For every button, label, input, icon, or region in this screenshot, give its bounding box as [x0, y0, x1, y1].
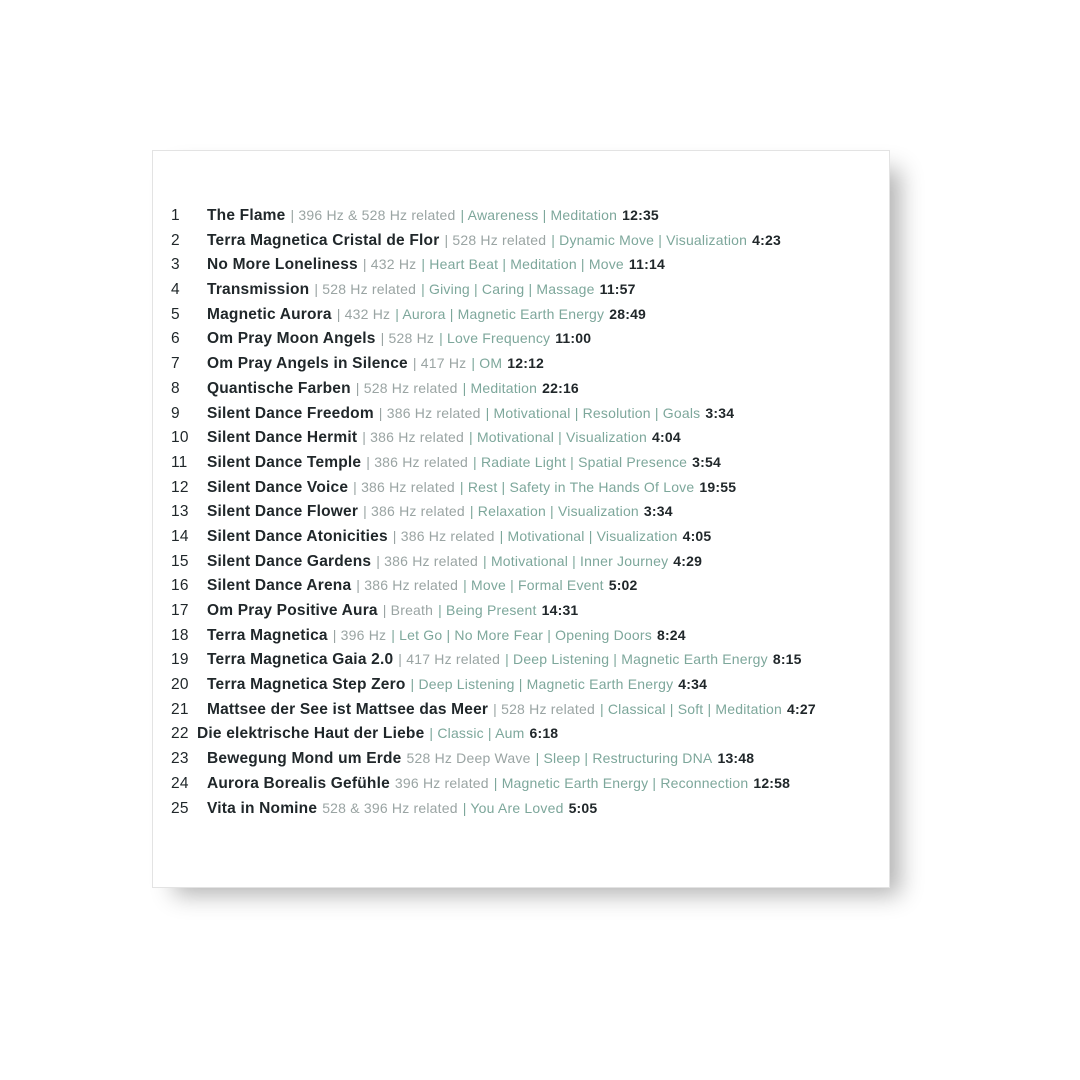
track-frequency: | 386 Hz related [378, 404, 481, 421]
track-row [171, 203, 889, 228]
track-row [171, 672, 889, 697]
track-row [171, 425, 889, 450]
track-row [171, 549, 889, 574]
track-frequency: | 417 Hz [412, 355, 467, 372]
track-frequency: | 386 Hz related [356, 577, 459, 594]
track-title: Silent Dance Hermit [207, 429, 358, 447]
track-tags: | Rest | Safety in The Hands Of Love [459, 478, 695, 495]
track-duration: 8:15 [772, 651, 802, 668]
track-title: Om Pray Positive Aura [207, 602, 378, 619]
track-duration: 3:34 [705, 404, 735, 421]
track-tags: | Sleep | Restructuring DNA [535, 750, 713, 767]
track-duration: 12:12 [507, 355, 545, 372]
track-number: 2 [171, 231, 180, 249]
track-row [171, 351, 889, 376]
track-frequency: | 528 Hz related [355, 379, 458, 396]
track-number: 24 [171, 774, 189, 792]
track-title: Magnetic Aurora [207, 305, 332, 323]
track-frequency: | 396 Hz [332, 626, 387, 643]
track-frequency: | 528 Hz related [314, 281, 417, 298]
track-tags: | You Are Loved [462, 799, 564, 816]
track-tags: | Deep Listening | Magnetic Earth Energy [410, 676, 674, 693]
track-number: 1 [171, 207, 180, 224]
track-frequency: | 528 Hz related [444, 231, 547, 248]
track-number: 5 [171, 305, 180, 323]
track-tags: | Love Frequency [439, 330, 551, 347]
track-row [171, 228, 889, 253]
track-row [171, 573, 889, 598]
track-number: 10 [171, 429, 189, 447]
track-row [171, 623, 889, 648]
track-duration: 4:05 [682, 527, 712, 544]
track-number: 23 [171, 750, 189, 768]
track-row [171, 475, 889, 500]
track-number: 11 [171, 453, 188, 471]
track-title: Terra Magnetica Step Zero [207, 676, 406, 694]
track-frequency: | 386 Hz related [363, 503, 465, 520]
track-title: Silent Dance Atonicities [207, 527, 388, 545]
track-tags: | Dynamic Move | Visualization [551, 231, 748, 248]
track-frequency: | 528 Hz [380, 330, 435, 347]
track-title: Silent Dance Temple [207, 453, 362, 471]
track-row [171, 401, 889, 426]
track-number: 3 [171, 256, 180, 274]
track-frequency: 528 Hz Deep Wave [406, 750, 531, 767]
track-tags: | Motivational | Visualization [499, 527, 678, 544]
track-tags: | Meditation [462, 379, 538, 396]
track-number: 8 [171, 379, 180, 397]
track-title: Silent Dance Freedom [207, 404, 374, 422]
track-frequency: | 386 Hz related [366, 453, 469, 470]
track-duration: 3:54 [692, 453, 721, 470]
track-duration: 4:29 [673, 552, 703, 569]
track-tags: | Classical | Soft | Meditation [599, 700, 783, 717]
track-frequency: | 432 Hz [362, 256, 417, 273]
track-duration: 4:04 [652, 429, 681, 446]
track-row [171, 697, 889, 722]
track-duration: 22:16 [542, 379, 579, 396]
track-duration: 12:58 [753, 774, 791, 791]
track-tags: | Heart Beat | Meditation | Move [421, 256, 624, 273]
track-tags: | Being Present [438, 602, 537, 618]
track-number: 6 [171, 330, 180, 348]
track-duration: 3:34 [643, 503, 673, 520]
track-tags: | Magnetic Earth Energy | Reconnection [493, 774, 749, 791]
track-row [171, 302, 889, 327]
track-row [171, 771, 889, 796]
track-number: 17 [171, 602, 189, 619]
track-tags: | OM [471, 355, 503, 372]
track-title: The Flame [207, 207, 286, 224]
track-tags: | Giving | Caring | Massage [421, 281, 595, 298]
track-duration: 28:49 [609, 305, 647, 322]
track-title: Om Pray Angels in Silence [207, 355, 408, 373]
track-frequency: | 396 Hz & 528 Hz related [290, 207, 456, 223]
track-frequency: | 386 Hz related [392, 527, 495, 544]
track-tags: | Aurora | Magnetic Earth Energy [395, 305, 605, 322]
track-duration: 14:31 [541, 602, 579, 618]
track-row [171, 598, 889, 623]
track-tags: | Classic | Aum [429, 725, 525, 742]
track-title: Bewegung Mond um Erde [207, 750, 402, 768]
track-row [171, 499, 889, 524]
cd-back-cover [152, 150, 890, 888]
track-title: Silent Dance Arena [207, 577, 352, 595]
track-row [171, 376, 889, 401]
track-number: 12 [171, 478, 189, 496]
track-number: 21 [171, 700, 189, 718]
track-title: Mattsee der See ist Mattsee das Meer [207, 700, 489, 718]
track-title: Quantische Farben [207, 379, 351, 397]
track-frequency: 528 & 396 Hz related [322, 799, 458, 816]
track-number: 25 [171, 799, 189, 817]
track-duration: 5:02 [608, 577, 638, 594]
track-title: Vita in Nomine [207, 799, 318, 817]
track-tags: | Motivational | Visualization [469, 429, 648, 446]
track-duration: 4:23 [752, 231, 781, 248]
track-row [171, 252, 889, 277]
tracklist [153, 151, 889, 820]
track-number: 15 [171, 552, 189, 570]
track-title: Terra Magnetica Cristal de Flor [207, 231, 440, 249]
track-duration: 19:55 [699, 478, 737, 495]
track-tags: | Let Go | No More Fear | Opening Doors [391, 626, 652, 643]
track-title: Silent Dance Gardens [207, 552, 372, 570]
track-number: 19 [171, 651, 189, 669]
track-number: 4 [171, 281, 180, 299]
track-duration: 5:05 [568, 799, 598, 816]
track-title: Om Pray Moon Angels [207, 330, 376, 348]
track-frequency: | Breath [382, 602, 434, 618]
track-duration: 11:57 [599, 281, 636, 298]
track-row [171, 647, 889, 672]
track-duration: 6:18 [529, 725, 559, 742]
track-frequency: | 386 Hz related [353, 478, 455, 495]
track-title: Aurora Borealis Gefühle [207, 774, 390, 792]
track-row [171, 721, 889, 746]
track-row [171, 450, 889, 475]
track-tags: | Awareness | Meditation [460, 207, 618, 223]
track-number: 18 [171, 626, 189, 644]
track-duration: 11:14 [628, 256, 665, 273]
track-frequency: | 432 Hz [336, 305, 391, 322]
track-frequency: 396 Hz related [394, 774, 489, 791]
track-title: Silent Dance Voice [207, 478, 349, 496]
track-duration: 8:24 [656, 626, 686, 643]
track-number: 9 [171, 404, 180, 422]
track-tags: | Motivational | Resolution | Goals [485, 404, 701, 421]
track-tags: | Radiate Light | Spatial Presence [473, 453, 688, 470]
track-title: Transmission [207, 281, 310, 299]
track-number: 22 [171, 725, 189, 743]
track-duration: 13:48 [717, 750, 755, 767]
track-row [171, 746, 889, 771]
track-duration: 12:35 [622, 207, 659, 223]
track-tags: | Relaxation | Visualization [469, 503, 639, 520]
track-duration: 4:27 [787, 700, 816, 717]
track-number: 7 [171, 355, 180, 373]
track-tags: | Move | Formal Event [463, 577, 604, 594]
track-number: 16 [171, 577, 189, 595]
track-tags: | Motivational | Inner Journey [483, 552, 669, 569]
track-tags: | Deep Listening | Magnetic Earth Energy [505, 651, 768, 668]
track-frequency: | 386 Hz related [362, 429, 465, 446]
track-number: 20 [171, 676, 189, 694]
track-title: Die elektrische Haut der Liebe [197, 725, 425, 743]
track-duration: 4:34 [678, 676, 708, 693]
track-row [171, 524, 889, 549]
track-title: No More Loneliness [207, 256, 358, 274]
track-number: 13 [171, 503, 189, 521]
track-row [171, 796, 889, 821]
track-number: 14 [171, 527, 189, 545]
track-title: Silent Dance Flower [207, 503, 359, 521]
track-duration: 11:00 [555, 330, 592, 347]
track-frequency: | 386 Hz related [376, 552, 479, 569]
track-row [171, 326, 889, 351]
track-frequency: | 417 Hz related [398, 651, 501, 668]
track-frequency: | 528 Hz related [493, 700, 595, 717]
track-row [171, 277, 889, 302]
track-title: Terra Magnetica [207, 626, 328, 644]
track-title: Terra Magnetica Gaia 2.0 [207, 651, 394, 669]
